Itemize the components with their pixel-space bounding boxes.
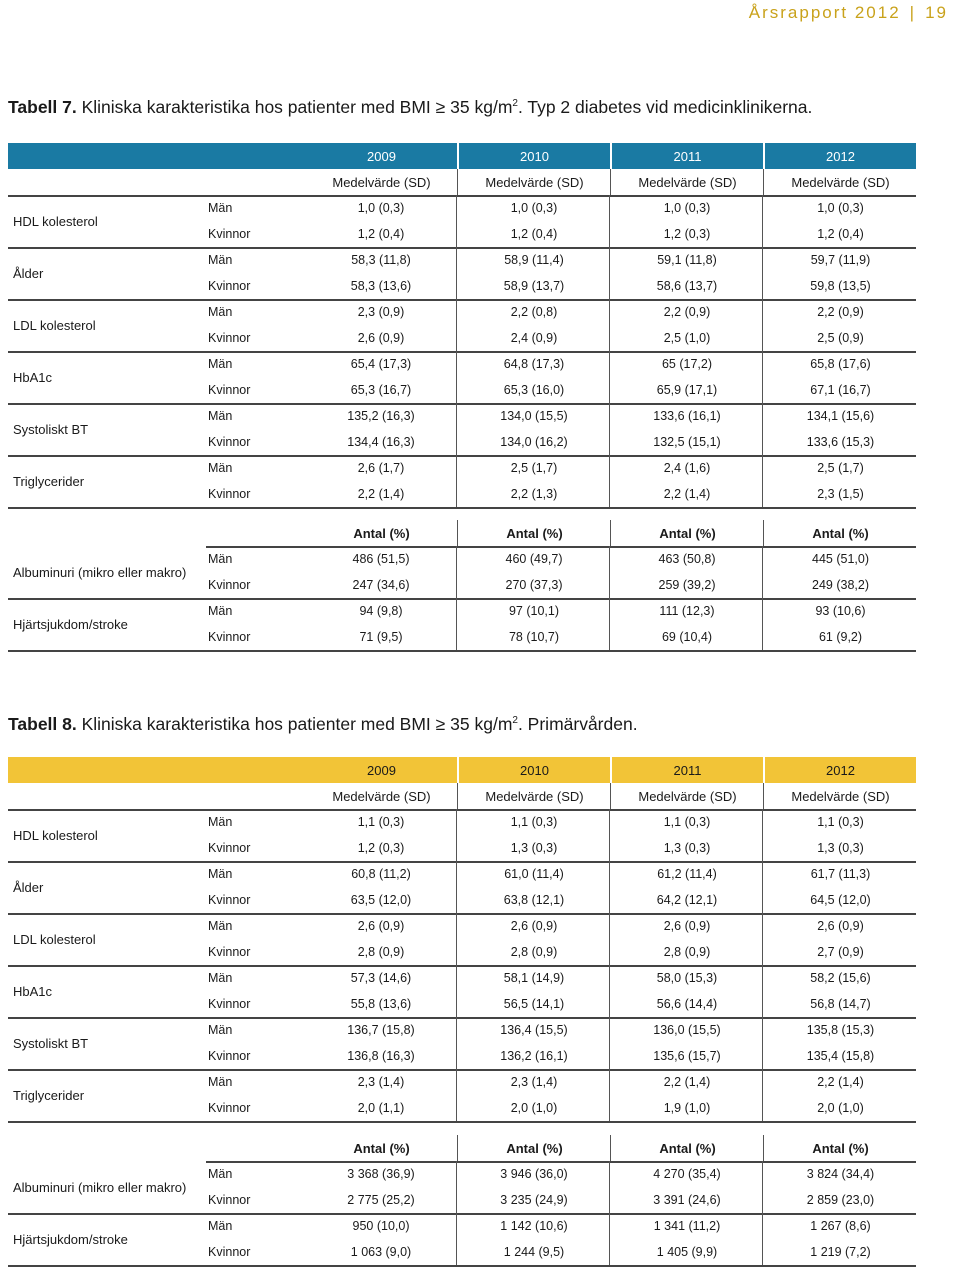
table8-sex-label: Kvinnor bbox=[208, 1193, 251, 1207]
table8-cell: 136,8 (16,3) bbox=[306, 1043, 457, 1069]
table8-count-cell: 3 368 (36,9) bbox=[306, 1161, 457, 1187]
table8-sex-label: Män bbox=[208, 1167, 233, 1181]
table8-cell: 1,3 (0,3) bbox=[817, 841, 864, 855]
table7-cell: 1,2 (0,4) bbox=[459, 221, 610, 247]
table7-mean-header: Medelvärde (SD) bbox=[459, 169, 611, 195]
header-separator: | bbox=[909, 3, 917, 22]
table8-cell: 136,0 (15,5) bbox=[612, 1017, 763, 1043]
table8-table-row bbox=[0, 861, 916, 887]
table7-sex-label: Kvinnor bbox=[208, 487, 251, 501]
table7-cell: 58,3 (13,6) bbox=[306, 273, 457, 299]
table8-cell: 2,6 (0,9) bbox=[817, 919, 864, 933]
table8-cell: 61,0 (11,4) bbox=[459, 861, 610, 887]
table7-cell: 65,4 (17,3) bbox=[306, 351, 457, 377]
table7-cell: 1,2 (0,3) bbox=[612, 221, 763, 247]
table8-cell: 2,7 (0,9) bbox=[817, 945, 864, 959]
table8-cell: 1,1 (0,3) bbox=[306, 809, 457, 835]
table7-count-header: Antal (%) bbox=[459, 520, 611, 546]
table7-cell: 135,2 (16,3) bbox=[306, 403, 457, 429]
table7-cell: 67,1 (16,7) bbox=[810, 383, 871, 397]
table7-count-header: Antal (%) bbox=[612, 520, 764, 546]
table7-table-row bbox=[0, 325, 916, 351]
table7-sex-label: Kvinnor bbox=[208, 578, 251, 592]
table7-table-row bbox=[0, 247, 916, 273]
table8-cell: 1,1 (0,3) bbox=[817, 815, 864, 829]
table7-table-row bbox=[0, 429, 916, 455]
table8-sex-label: Kvinnor bbox=[208, 945, 251, 959]
table7-caption bbox=[8, 97, 812, 118]
table7-cell: 2,5 (1,0) bbox=[612, 325, 763, 351]
table8-cell: 61,7 (11,3) bbox=[810, 867, 871, 881]
table8-table-row bbox=[0, 965, 916, 991]
table7-count-row bbox=[0, 624, 916, 650]
table7-category-3: HbA1c bbox=[13, 369, 53, 385]
table7-cell: 2,2 (0,9) bbox=[612, 299, 763, 325]
table7-cell: 2,6 (0,9) bbox=[306, 325, 457, 351]
table7-sex-label: Kvinnor bbox=[208, 630, 251, 644]
table7-count-cell: 71 (9,5) bbox=[306, 624, 457, 650]
table7-table-row bbox=[0, 351, 916, 377]
table8-cell: 60,8 (11,2) bbox=[306, 861, 457, 887]
table8-cell: 2,2 (1,4) bbox=[817, 1075, 864, 1089]
table8-mean-header: Medelvärde (SD) bbox=[791, 788, 890, 804]
table8-cell: 136,2 (16,1) bbox=[459, 1043, 610, 1069]
table8-cell: 63,5 (12,0) bbox=[306, 887, 457, 913]
table7-cell: 2,5 (0,9) bbox=[817, 331, 864, 345]
table7-cell: 65,3 (16,7) bbox=[306, 377, 457, 403]
table8-year-2009: 2009 bbox=[367, 762, 396, 778]
table8-cell: 1,3 (0,3) bbox=[612, 835, 763, 861]
table7-label: Tabell 7. bbox=[8, 97, 77, 117]
table8-cell: 61,2 (11,4) bbox=[612, 861, 763, 887]
table8-cell: 56,6 (14,4) bbox=[612, 991, 763, 1017]
table8-count-cell: 1 063 (9,0) bbox=[306, 1239, 457, 1265]
table7-sex-label: Kvinnor bbox=[208, 279, 251, 293]
table7-category-0: HDL kolesterol bbox=[13, 213, 98, 229]
table8-cell: 58,2 (15,6) bbox=[810, 971, 871, 985]
table8-count-category-0: Albuminuri (mikro eller makro) bbox=[13, 1179, 187, 1195]
table8-cell: 2,0 (1,0) bbox=[459, 1095, 610, 1121]
table7-cell: 65,8 (17,6) bbox=[810, 357, 871, 371]
table8-sex-label: Kvinnor bbox=[208, 893, 251, 907]
table8-category-0: HDL kolesterol bbox=[13, 827, 98, 843]
table8-sex-label: Kvinnor bbox=[208, 997, 251, 1011]
table8-count-header: Antal (%) bbox=[612, 1135, 764, 1161]
table7-table-row bbox=[0, 455, 916, 481]
table8-label: Tabell 8. bbox=[8, 714, 77, 734]
table7-table-row bbox=[0, 195, 916, 221]
table7-sup: 2 bbox=[512, 98, 518, 110]
table7-cell: 2,3 (1,5) bbox=[817, 487, 864, 501]
table7-sex-label: Män bbox=[208, 461, 233, 475]
table8-cell: 2,0 (1,0) bbox=[817, 1101, 864, 1115]
table8-count-header: Antal (%) bbox=[306, 1135, 458, 1161]
table8-bmi: 35 kg/m bbox=[450, 714, 513, 734]
table7-table-row bbox=[0, 221, 916, 247]
table8-table-row bbox=[0, 939, 916, 965]
table7-cell: 58,3 (11,8) bbox=[306, 247, 457, 273]
table8-category-2: LDL kolesterol bbox=[13, 931, 96, 947]
table8-count-cell: 950 (10,0) bbox=[306, 1213, 457, 1239]
table8-cell: 2,0 (1,1) bbox=[306, 1095, 457, 1121]
table7-count-category-1: Hjärtsjukdom/stroke bbox=[13, 616, 128, 632]
table7-count-cell: 463 (50,8) bbox=[612, 546, 763, 572]
table8-count-cell: 1 142 (10,6) bbox=[459, 1213, 610, 1239]
table8-table-row bbox=[0, 1069, 916, 1095]
table8-count-cell: 4 270 (35,4) bbox=[612, 1161, 763, 1187]
table7-count-header: Antal (%) bbox=[306, 520, 458, 546]
table7-count-cell: 97 (10,1) bbox=[459, 598, 610, 624]
table7-cell: 65,3 (16,0) bbox=[459, 377, 610, 403]
table7-count-row bbox=[0, 598, 916, 624]
table7-count-cell: 249 (38,2) bbox=[812, 578, 869, 592]
table7-mean-header: Medelvärde (SD) bbox=[612, 169, 764, 195]
table8-cell: 1,3 (0,3) bbox=[459, 835, 610, 861]
table7-cell: 1,0 (0,3) bbox=[817, 201, 864, 215]
table7-sex-label: Män bbox=[208, 409, 233, 423]
table8-cell: 136,7 (15,8) bbox=[306, 1017, 457, 1043]
table8-mean-header: Medelvärde (SD) bbox=[612, 783, 764, 809]
table7-cell: 2,2 (0,9) bbox=[817, 305, 864, 319]
table7-cell: 2,2 (1,4) bbox=[306, 481, 457, 507]
table8-title: Kliniska karakteristika hos patienter med BMI bbox=[81, 714, 431, 734]
table8-cell: 57,3 (14,6) bbox=[306, 965, 457, 991]
table8-cell: 1,1 (0,3) bbox=[459, 809, 610, 835]
table7-count-cell: 445 (51,0) bbox=[812, 552, 869, 566]
table7-cell: 134,0 (16,2) bbox=[459, 429, 610, 455]
table7-table-row bbox=[0, 299, 916, 325]
table7-cell: 1,0 (0,3) bbox=[306, 195, 457, 221]
table8-cell: 56,8 (14,7) bbox=[810, 997, 871, 1011]
table8-sex-label: Kvinnor bbox=[208, 841, 251, 855]
table7-cell: 1,2 (0,4) bbox=[306, 221, 457, 247]
table7-cell: 59,8 (13,5) bbox=[810, 279, 871, 293]
table7-cell: 1,2 (0,4) bbox=[817, 227, 864, 241]
report-title: Årsrapport 2012 bbox=[748, 3, 901, 22]
table7-year-2010: 2010 bbox=[520, 148, 549, 164]
table8-divider bbox=[8, 1121, 916, 1123]
table8-count-cell: 3 391 (24,6) bbox=[612, 1187, 763, 1213]
table8-count-header: Antal (%) bbox=[459, 1135, 611, 1161]
table7-count-cell: 78 (10,7) bbox=[459, 624, 610, 650]
table7-sex-label: Kvinnor bbox=[208, 435, 251, 449]
table7-sex-label: Kvinnor bbox=[208, 383, 251, 397]
table7-cell: 65 (17,2) bbox=[612, 351, 763, 377]
table8-count-category-1: Hjärtsjukdom/stroke bbox=[13, 1231, 128, 1247]
table7-cell: 2,2 (0,8) bbox=[459, 299, 610, 325]
table7-mean-header: Medelvärde (SD) bbox=[306, 169, 458, 195]
table7-cell: 2,4 (0,9) bbox=[459, 325, 610, 351]
table8-count-cell: 3 824 (34,4) bbox=[806, 1167, 875, 1181]
table8-mean-header: Medelvärde (SD) bbox=[306, 783, 458, 809]
table7-cell: 134,1 (15,6) bbox=[806, 409, 875, 423]
table8-count-cell: 2 775 (25,2) bbox=[306, 1187, 457, 1213]
table7-cell: 2,5 (1,7) bbox=[459, 455, 610, 481]
table8-ge: ≥ bbox=[435, 714, 446, 734]
table7-count-cell: 259 (39,2) bbox=[612, 572, 763, 598]
table8-mean-header: Medelvärde (SD) bbox=[459, 783, 611, 809]
table8-cell: 63,8 (12,1) bbox=[459, 887, 610, 913]
table7-table-row bbox=[0, 481, 916, 507]
table8-cell: 64,5 (12,0) bbox=[810, 893, 871, 907]
table8-cell: 1,9 (1,0) bbox=[612, 1095, 763, 1121]
table8-count-row bbox=[0, 1239, 916, 1265]
table7-year-2012: 2012 bbox=[826, 148, 855, 164]
table8-table-row bbox=[0, 887, 916, 913]
table7-count-cell: 111 (12,3) bbox=[612, 598, 763, 624]
table7-category-1: Ålder bbox=[13, 265, 44, 281]
table7-cell: 64,8 (17,3) bbox=[459, 351, 610, 377]
table8-cell: 1,2 (0,3) bbox=[306, 835, 457, 861]
page-header bbox=[749, 2, 948, 24]
table8-cell: 2,8 (0,9) bbox=[459, 939, 610, 965]
table7-cell: 58,6 (13,7) bbox=[612, 273, 763, 299]
table7-sex-label: Män bbox=[208, 253, 233, 267]
page-number: 19 bbox=[925, 3, 948, 22]
table7-cell: 134,4 (16,3) bbox=[306, 429, 457, 455]
table7-ge: ≥ bbox=[435, 97, 446, 117]
table8-cell: 2,8 (0,9) bbox=[612, 939, 763, 965]
table8-count-header: Antal (%) bbox=[812, 1140, 869, 1156]
table8-cell: 2,6 (0,9) bbox=[612, 913, 763, 939]
table8-count-cell: 3 235 (24,9) bbox=[459, 1187, 610, 1213]
table7-sex-label: Män bbox=[208, 201, 233, 215]
table8-suffix: . Primärvården. bbox=[517, 714, 638, 734]
table8-sex-label: Kvinnor bbox=[208, 1245, 251, 1259]
table8-table-row bbox=[0, 835, 916, 861]
table7-count-cell: 94 (9,8) bbox=[306, 598, 457, 624]
table8-count-cell: 2 859 (23,0) bbox=[806, 1193, 875, 1207]
table7-mean-header: Medelvärde (SD) bbox=[791, 174, 890, 190]
table8-table-row bbox=[0, 1095, 916, 1121]
table7-cell: 59,1 (11,8) bbox=[612, 247, 763, 273]
table7-category-4: Systoliskt BT bbox=[13, 421, 89, 437]
table8-year-2012: 2012 bbox=[826, 762, 855, 778]
table8-cell: 2,3 (1,4) bbox=[306, 1069, 457, 1095]
table8-count-cell: 1 341 (11,2) bbox=[612, 1213, 763, 1239]
table8-cell: 58,1 (14,9) bbox=[459, 965, 610, 991]
table8-sex-label: Män bbox=[208, 1075, 233, 1089]
table8-cell: 135,6 (15,7) bbox=[612, 1043, 763, 1069]
table8-year-2011: 2011 bbox=[673, 762, 702, 778]
table8-sex-label: Män bbox=[208, 971, 233, 985]
table7-year-2011: 2011 bbox=[673, 148, 702, 164]
table7-cell: 65,9 (17,1) bbox=[612, 377, 763, 403]
table8-count-cell: 1 267 (8,6) bbox=[810, 1219, 871, 1233]
table8-cell: 135,4 (15,8) bbox=[806, 1049, 875, 1063]
table8-caption bbox=[8, 714, 638, 735]
table7-cell: 1,0 (0,3) bbox=[612, 195, 763, 221]
table7-cell: 59,7 (11,9) bbox=[810, 253, 871, 267]
table7-count-category-0: Albuminuri (mikro eller makro) bbox=[13, 564, 187, 580]
table8-category-1: Ålder bbox=[13, 879, 44, 895]
table8-cell: 64,2 (12,1) bbox=[612, 887, 763, 913]
table7-suffix: . Typ 2 diabetes vid medicinklinikerna. bbox=[517, 97, 813, 117]
table8-cell: 2,2 (1,4) bbox=[612, 1069, 763, 1095]
table8-table-row bbox=[0, 809, 916, 835]
table8-sex-label: Män bbox=[208, 1023, 233, 1037]
table7-count-cell: 69 (10,4) bbox=[612, 624, 763, 650]
table8-cell: 56,5 (14,1) bbox=[459, 991, 610, 1017]
table7-cell: 132,5 (15,1) bbox=[612, 429, 763, 455]
table7-cell: 2,2 (1,3) bbox=[459, 481, 610, 507]
table7-count-cell: 93 (10,6) bbox=[815, 604, 866, 618]
table8-cell: 2,6 (0,9) bbox=[459, 913, 610, 939]
table7-category-5: Triglycerider bbox=[13, 473, 85, 489]
table8-sex-label: Män bbox=[208, 1219, 233, 1233]
table8-category-5: Triglycerider bbox=[13, 1087, 85, 1103]
table7-table-row bbox=[0, 273, 916, 299]
table7-count-header: Antal (%) bbox=[812, 525, 869, 541]
table7-category-2: LDL kolesterol bbox=[13, 317, 96, 333]
table7-cell: 133,6 (16,1) bbox=[612, 403, 763, 429]
table8-table-row bbox=[0, 1017, 916, 1043]
table8-count-cell: 1 219 (7,2) bbox=[810, 1245, 871, 1259]
table8-count-cell: 3 946 (36,0) bbox=[459, 1161, 610, 1187]
table8-category-3: HbA1c bbox=[13, 983, 53, 999]
table7-cell: 133,6 (15,3) bbox=[806, 435, 875, 449]
table7-cell: 2,3 (0,9) bbox=[306, 299, 457, 325]
table7-cell: 2,6 (1,7) bbox=[306, 455, 457, 481]
table8-sex-label: Män bbox=[208, 919, 233, 933]
table7-count-cell: 61 (9,2) bbox=[818, 630, 863, 644]
table8-divider bbox=[8, 1265, 916, 1267]
table7-table-row bbox=[0, 403, 916, 429]
table8-cell: 2,3 (1,4) bbox=[459, 1069, 610, 1095]
table8-cell: 135,8 (15,3) bbox=[806, 1023, 875, 1037]
table8-sex-label: Män bbox=[208, 867, 233, 881]
table8-table-row bbox=[0, 913, 916, 939]
table7-cell: 2,5 (1,7) bbox=[817, 461, 864, 475]
table7-sex-label: Män bbox=[208, 552, 233, 566]
table7-sex-label: Kvinnor bbox=[208, 227, 251, 241]
table7-year-2009: 2009 bbox=[367, 148, 396, 164]
table8-cell: 58,0 (15,3) bbox=[612, 965, 763, 991]
table8-sex-label: Män bbox=[208, 815, 233, 829]
table7-title: Kliniska karakteristika hos patienter med BMI bbox=[81, 97, 431, 117]
table8-cell: 2,8 (0,9) bbox=[306, 939, 457, 965]
table8-year-2010: 2010 bbox=[520, 762, 549, 778]
table7-sex-label: Kvinnor bbox=[208, 331, 251, 345]
table8-cell: 1,1 (0,3) bbox=[612, 809, 763, 835]
table7-count-cell: 460 (49,7) bbox=[459, 546, 610, 572]
table8-sex-label: Kvinnor bbox=[208, 1101, 251, 1115]
table7-divider bbox=[8, 650, 916, 652]
table8-count-cell: 1 244 (9,5) bbox=[459, 1239, 610, 1265]
table8-cell: 136,4 (15,5) bbox=[459, 1017, 610, 1043]
table7-cell: 58,9 (13,7) bbox=[459, 273, 610, 299]
table7-count-cell: 247 (34,6) bbox=[306, 572, 457, 598]
table8-category-4: Systoliskt BT bbox=[13, 1035, 89, 1051]
table7-sex-label: Män bbox=[208, 357, 233, 371]
table8-sup: 2 bbox=[512, 715, 518, 727]
table7-cell: 58,9 (11,4) bbox=[459, 247, 610, 273]
table7-cell: 2,2 (1,4) bbox=[612, 481, 763, 507]
table7-cell: 134,0 (15,5) bbox=[459, 403, 610, 429]
table8-count-row bbox=[0, 1213, 916, 1239]
table7-count-cell: 270 (37,3) bbox=[459, 572, 610, 598]
table7-divider bbox=[8, 507, 916, 509]
table8-table-row bbox=[0, 1043, 916, 1069]
table8-table-row bbox=[0, 991, 916, 1017]
table7-sex-label: Män bbox=[208, 604, 233, 618]
table7-sex-label: Män bbox=[208, 305, 233, 319]
table7-cell: 2,4 (1,6) bbox=[612, 455, 763, 481]
table8-sex-label: Kvinnor bbox=[208, 1049, 251, 1063]
table8-count-cell: 1 405 (9,9) bbox=[612, 1239, 763, 1265]
table8-cell: 55,8 (13,6) bbox=[306, 991, 457, 1017]
table7-count-cell: 486 (51,5) bbox=[306, 546, 457, 572]
table7-cell: 1,0 (0,3) bbox=[459, 195, 610, 221]
table7-bmi: 35 kg/m bbox=[450, 97, 513, 117]
table8-cell: 2,6 (0,9) bbox=[306, 913, 457, 939]
table7-table-row bbox=[0, 377, 916, 403]
